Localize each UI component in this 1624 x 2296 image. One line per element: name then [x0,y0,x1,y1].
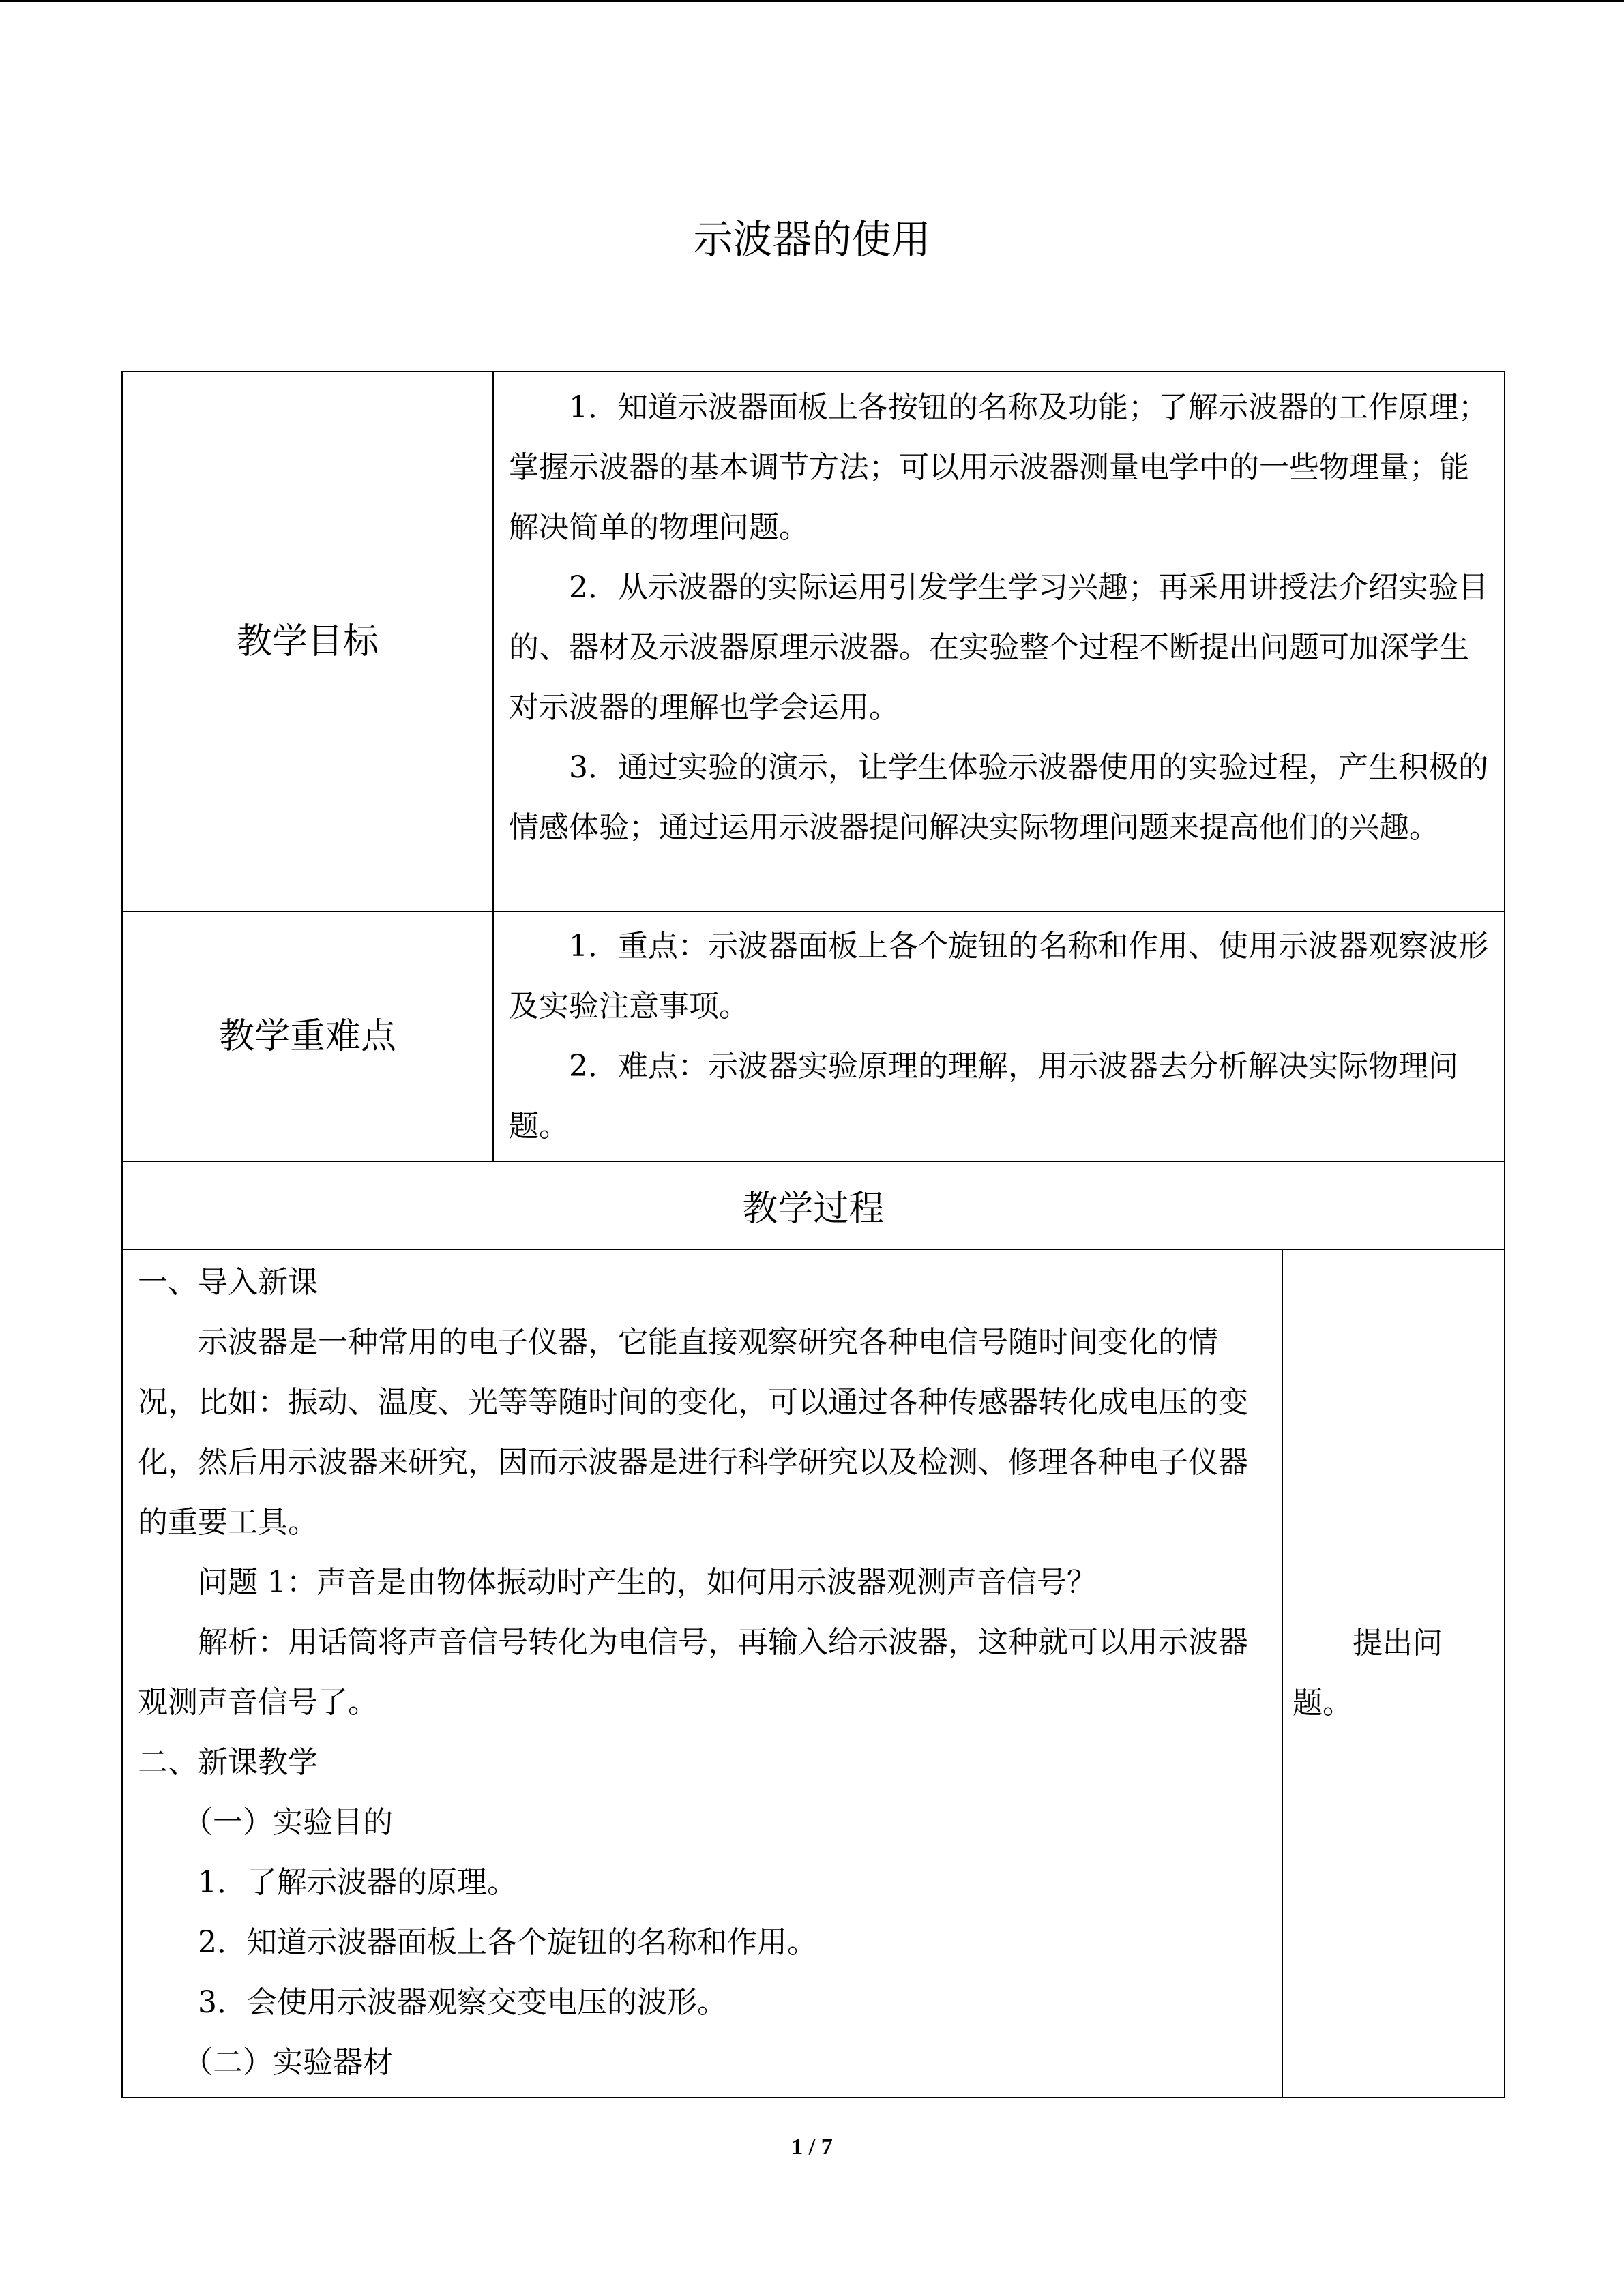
process-header: 教学过程 [122,1161,1505,1249]
side-note: 提出问题。 [1293,1626,1443,1720]
analysis-1: 解析：用话筒将声音信号转化为电信号，再输入给示波器，这种就可以用示波器观测声音信号了。 [138,1625,1248,1720]
key-points-content [493,912,1505,1161]
goal-item: 2．知道示波器面板上各个旋钮的名称和作用。 [198,1925,817,1960]
objectives-row [122,372,1505,912]
key-points-row [122,912,1505,1161]
key-points-label: 教学重难点 [122,912,493,1161]
lesson-plan-table [121,371,1505,2098]
new-lesson-heading: 二、新课教学 [138,1745,318,1780]
side-note-cell [1282,1249,1505,2098]
goal-item: 3．会使用示波器观察交变电压的波形。 [198,1985,727,2020]
process-header-row [122,1161,1505,1249]
objective-item: 2．从示波器的实际运用引发学生学习兴趣；再采用讲授法介绍实验目的、器材及示波器原理示波器。在实验整个过程不断提出问题可加深学生对示波器的理解也学会运用。 [509,570,1488,725]
objectives-content [493,372,1505,912]
equipment-heading: （二）实验器材 [183,2045,393,2080]
page-number: 1 / 7 [791,2134,833,2160]
intro-paragraph: 示波器是一种常用的电子仪器，它能直接观察研究各种电信号随时间变化的情况，比如：振动、温度、光等等随时间的变化，可以通过各种传感器转化成电压的变化，然后用示波器来研究，因而示波器是进行科学研究以及检测、修理各种电子仪器的重要工具。 [138,1325,1248,1540]
key-point-item: 2．难点：示波器实验原理的理解，用示波器去分析解决实际物理问题。 [509,1049,1458,1144]
page-title: 示波器的使用 [693,216,931,263]
objective-item: 3．通过实验的演示，让学生体验示波器使用的实验过程，产生积极的情感体验；通过运用示波器提问解决实际物理问题来提高他们的兴趣。 [509,750,1488,845]
process-body-row [122,1249,1505,2098]
experiment-purpose-heading: （一）实验目的 [183,1805,393,1840]
question-1: 问题 1：声音是由物体振动时产生的，如何用示波器观测声音信号？ [198,1565,1097,1600]
key-point-item: 1．重点：示波器面板上各个旋钮的名称和作用、使用示波器观察波形及实验注意事项。 [509,929,1488,1024]
goal-item: 1．了解示波器的原理。 [198,1865,517,1900]
objectives-label: 教学目标 [122,372,493,912]
objective-item: 1．知道示波器面板上各按钮的名称及功能；了解示波器的工作原理；掌握示波器的基本调节方法；可以用示波器测量电学中的一些物理量；能解决简单的物理问题。 [509,390,1488,545]
process-content [122,1249,1282,2098]
intro-heading: 一、导入新课 [138,1265,318,1300]
top-rule [0,0,1624,2]
